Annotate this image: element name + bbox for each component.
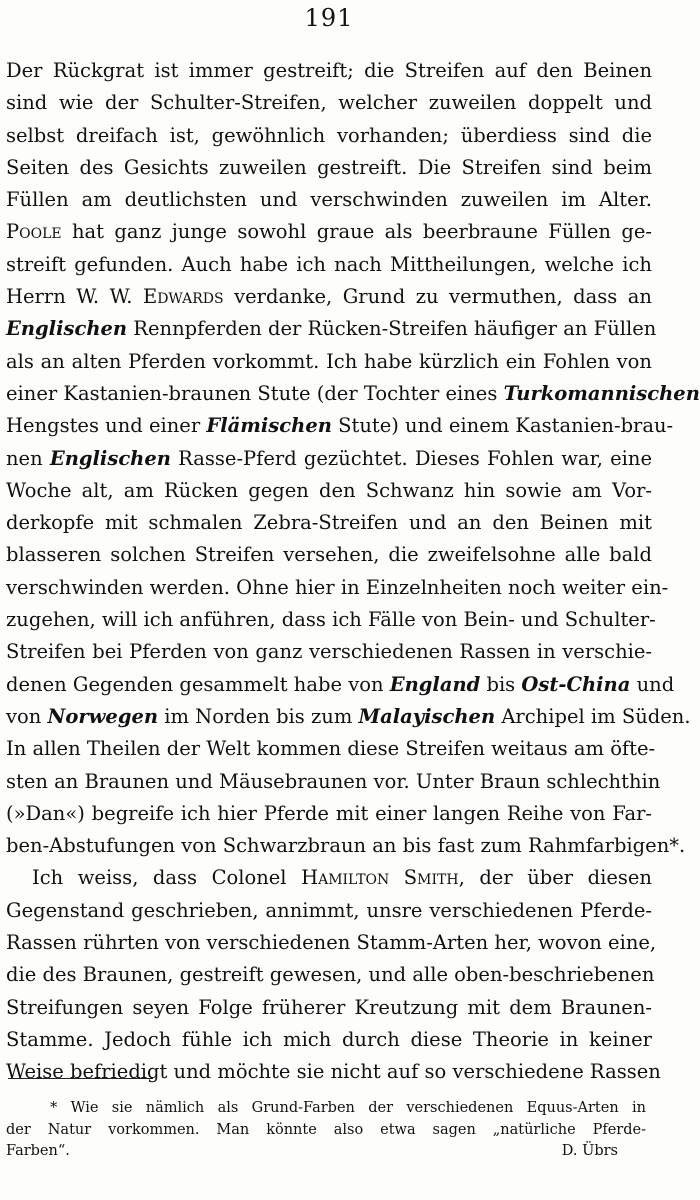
text-line: sten an Braunen und Mäusebraunen vor. Unter Braun schlechthin (6, 769, 661, 793)
text-segment: im Norden bis zum (158, 704, 359, 728)
text-line: ben-Abstufungen von Schwarzbraun an bis fast zum Rahmfarbigen*. (6, 834, 686, 858)
emphasized-term: Turkomannischen (503, 381, 700, 405)
author-name: Edwards (142, 285, 224, 309)
author-name: Poole (6, 220, 62, 244)
emphasized-term: Englischen (49, 446, 171, 470)
text-segment: bis (480, 672, 522, 696)
text-line: zugehen, will ich anführen, dass ich Fälle von Bein- und Schulter- (6, 608, 656, 632)
text-line (6, 701, 691, 733)
text-line (6, 378, 700, 410)
text-segment: Rennpferden der Rücken-Streifen häufiger an Füllen (127, 317, 657, 341)
text-line (6, 313, 657, 345)
text-line: Füllen am deutlichsten und verschwinden zuweilen im Alter. (6, 188, 652, 212)
text-line: blasseren solchen Streifen versehen, die zweifelsohne alle bald (6, 543, 652, 567)
footnote-line: * Wie sie nämlich als Grund-Farben der verschiedenen Equus-Arten in (50, 1100, 646, 1116)
text-line: streift gefunden. Auch habe ich nach Mittheilungen, welche ich (6, 252, 652, 276)
text-line: als an alten Pferden vorkommt. Ich habe kürzlich ein Fohlen von (6, 349, 652, 373)
text-line: (»Dan«) begreife ich hier Pferde mit einer langen Reihe von Far- (6, 801, 652, 825)
text-line (6, 862, 652, 894)
text-line (6, 281, 652, 313)
text-line (6, 443, 652, 475)
text-line: die des Braunen, gestreift gewesen, und alle oben-beschriebenen (6, 963, 655, 987)
footnote (6, 1098, 646, 1163)
footnote-line: der Natur vorkommen. Man könnte also etwa sagen „natürliche Pferde- (6, 1121, 646, 1138)
text-line: derkopfe mit schmalen Zebra-Streifen und an den Beinen mit (6, 511, 652, 535)
emphasized-term: Ost-China (521, 672, 631, 696)
text-line: verschwinden werden. Ohne hier in Einzelnheiten noch weiter ein- (6, 575, 669, 599)
author-name: Hamilton Smith (301, 866, 459, 890)
footnote-line: Farben“. (6, 1143, 70, 1159)
text-segment: denen Gegenden gesammelt habe von (6, 672, 390, 696)
text-line: Streifungen seyen Folge früherer Kreutzung mit dem Braunen- (6, 995, 652, 1019)
text-line (6, 669, 675, 701)
emphasized-term: Malayischen (358, 704, 496, 728)
text-line: Der Rückgrat ist immer gestreift; die Streifen auf den Beinen (6, 59, 652, 82)
text-line: Weise befriedigt und möchte sie nicht auf so verschiedene Rassen (6, 1060, 661, 1084)
emphasized-term: Norwegen (47, 704, 159, 728)
text-segment: Stute) und einem Kastanien-brau- (331, 414, 674, 438)
text-segment: Rasse-Pferd gezüchtet. Dieses Fohlen war, eine (170, 446, 652, 470)
text-segment: , der über diesen (458, 866, 652, 890)
text-line: Seiten des Gesichts zuweilen gestreift. Die Streifen sind beim (6, 155, 652, 179)
text-segment: Ich weiss, dass Colonel (32, 866, 302, 890)
text-line: Stamme. Jedoch fühle ich mich durch diese Theorie in keiner (6, 1027, 652, 1051)
text-line: Gegenstand geschrieben, annimmt, unsre verschiedenen Pferde- (6, 898, 652, 922)
footnote-rule (8, 1078, 153, 1079)
text-segment: und (630, 672, 675, 696)
text-line (6, 410, 674, 442)
text-line: In allen Theilen der Welt kommen diese Streifen weitaus am öfte- (6, 737, 656, 761)
text-line: selbst dreifach ist, gewöhnlich vorhanden; überdiess sind die (6, 123, 652, 147)
text-segment: von (6, 704, 48, 728)
emphasized-term: Englischen (6, 317, 128, 341)
text-line: Streifen bei Pferden von ganz verschiedenen Rassen in verschie- (6, 640, 652, 664)
emphasized-term: Flämischen (206, 414, 332, 438)
text-segment: einer Kastanien-braunen Stute (der Tochter eines (6, 381, 504, 405)
text-line: Rassen rührten von verschiedenen Stamm-Arten her, wovon eine, (6, 931, 657, 955)
body-text (6, 55, 700, 1089)
text-segment: Hengstes und einer (6, 414, 207, 438)
text-line: sind wie der Schulter-Streifen, welcher zuweilen doppelt und (6, 91, 652, 115)
text-segment: hat ganz junge sowohl graue als beerbraune Füllen ge- (61, 220, 652, 244)
text-segment: verdanke, Grund zu vermuthen, dass an (223, 285, 652, 309)
emphasized-term: England (389, 672, 481, 696)
text-segment: Herrn W. W. (6, 285, 143, 309)
text-segment: nen (6, 446, 50, 470)
text-line (6, 216, 652, 248)
text-line: Woche alt, am Rücken gegen den Schwanz hin sowie am Vor- (6, 478, 652, 502)
text-segment: Archipel im Süden. (495, 704, 691, 728)
footnote-signature: D. Übrs (561, 1143, 618, 1159)
page-number: 191 (304, 4, 354, 32)
